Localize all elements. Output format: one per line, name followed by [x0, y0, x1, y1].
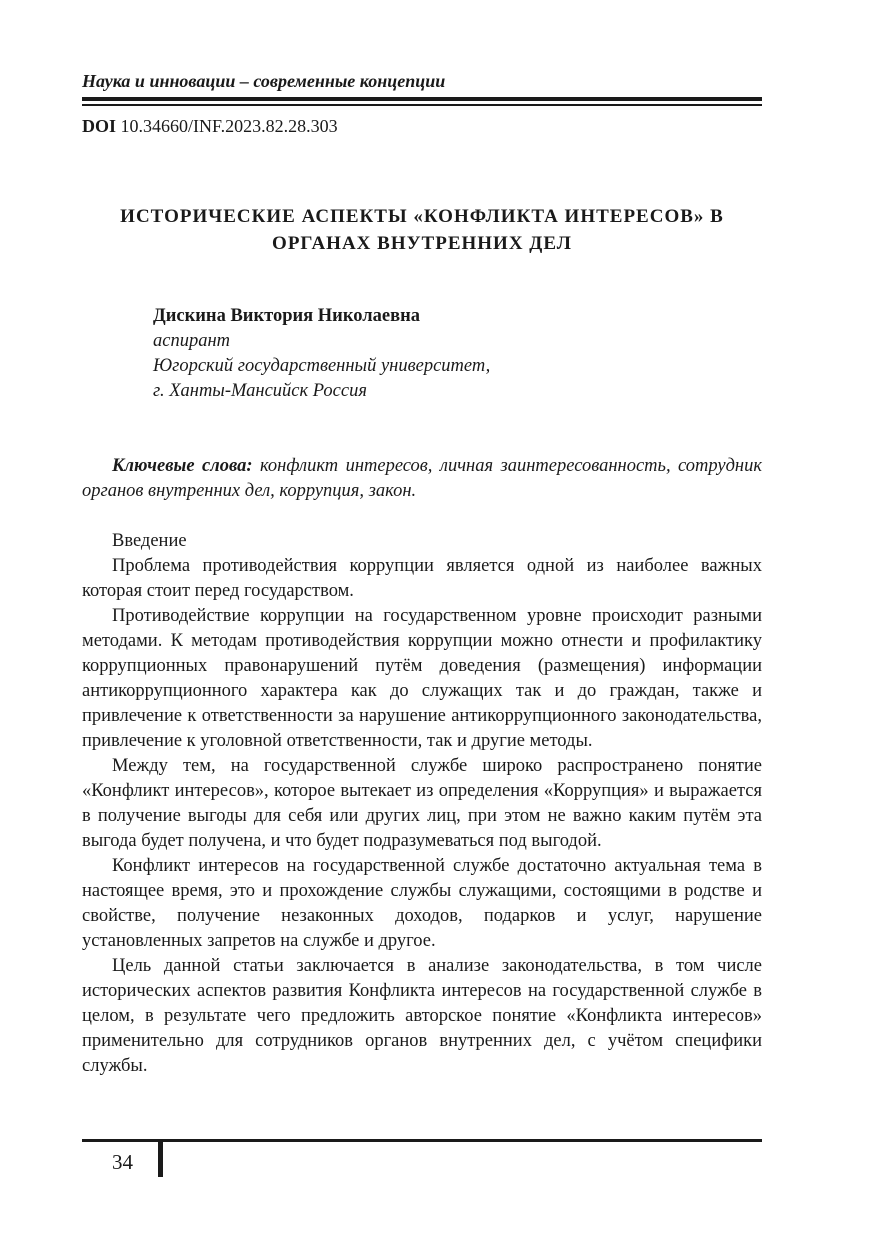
doi-line [82, 114, 338, 138]
header-rule-thin [82, 104, 762, 106]
author-position: аспирант [153, 331, 230, 351]
running-title: Наука и инновации – современные концепции [82, 71, 446, 91]
article-title [82, 203, 762, 257]
page-number: 34 [112, 1150, 133, 1174]
paragraph: Конфликт интересов на государственной службе достаточно актуальная тема в настоящее время, это и прохождение службы служащими, состоящими в родстве и свойстве, получение незаконных доходов, подарков и услуг, нарушение установленных запретов на службе и другое. [82, 856, 762, 951]
section-heading: Введение [112, 531, 187, 551]
footer-vertical-bar [158, 1142, 163, 1177]
doi-label: DOI [82, 116, 117, 136]
footer-rule [82, 1139, 762, 1142]
keywords-text: конфликт интересов, личная заинтересованность, сотрудник органов внутренних дел, коррупция, закон. [82, 456, 763, 501]
author-affiliation: Югорский государственный университет, [153, 356, 491, 376]
author-block [153, 304, 490, 404]
keywords-label: Ключевые слова: [112, 456, 253, 476]
article-title-line-2: ОРГАНАХ ВНУТРЕННИХ ДЕЛ [272, 233, 572, 254]
header-rule-thick [82, 97, 762, 101]
article-title-line-1: ИСТОРИЧЕСКИЕ АСПЕКТЫ «КОНФЛИКТА ИНТЕРЕСОВ» В [120, 206, 724, 227]
doi-value[interactable]: 10.34660/INF.2023.82.28.303 [120, 116, 338, 136]
author-name: Дискина Виктория Николаевна [153, 306, 420, 326]
keywords [82, 454, 762, 504]
document-page [82, 0, 762, 1240]
paragraph: Противодействие коррупции на государственном уровне происходит разными методами. К методам противодействия коррупции можно отнести и профилактику коррупционных правонарушений путём доведения (размещения) информации антикоррупционного характера как до служащих так и до граждан, также и привлечение к ответственности за нарушение антикоррупционного законодательства, привлечение к уголовной ответственности, так и другие методы. [82, 606, 762, 751]
paragraph: Между тем, на государственной службе широко распространено понятие «Конфликт интересов», которое вытекает из определения «Коррупция» и выражается в получение выгоды для себя или других лиц, при этом не важно каким путём эта выгода будет получена, и что будет подразумеваться под выгодой. [82, 756, 762, 851]
author-location: г. Ханты-Мансийск Россия [153, 381, 367, 401]
article-body [82, 529, 762, 1079]
paragraph: Проблема противодействия коррупции является одной из наиболее важных которая стоит перед государством. [82, 556, 762, 601]
paragraph: Цель данной статьи заключается в анализе законодательства, в том числе исторических аспектов развития Конфликта интересов на государственной службе в целом, в результате чего предложить авторское понятие «Конфликта интересов» применительно для сотрудников органов внутренних дел, с учётом специфики службы. [82, 956, 762, 1076]
